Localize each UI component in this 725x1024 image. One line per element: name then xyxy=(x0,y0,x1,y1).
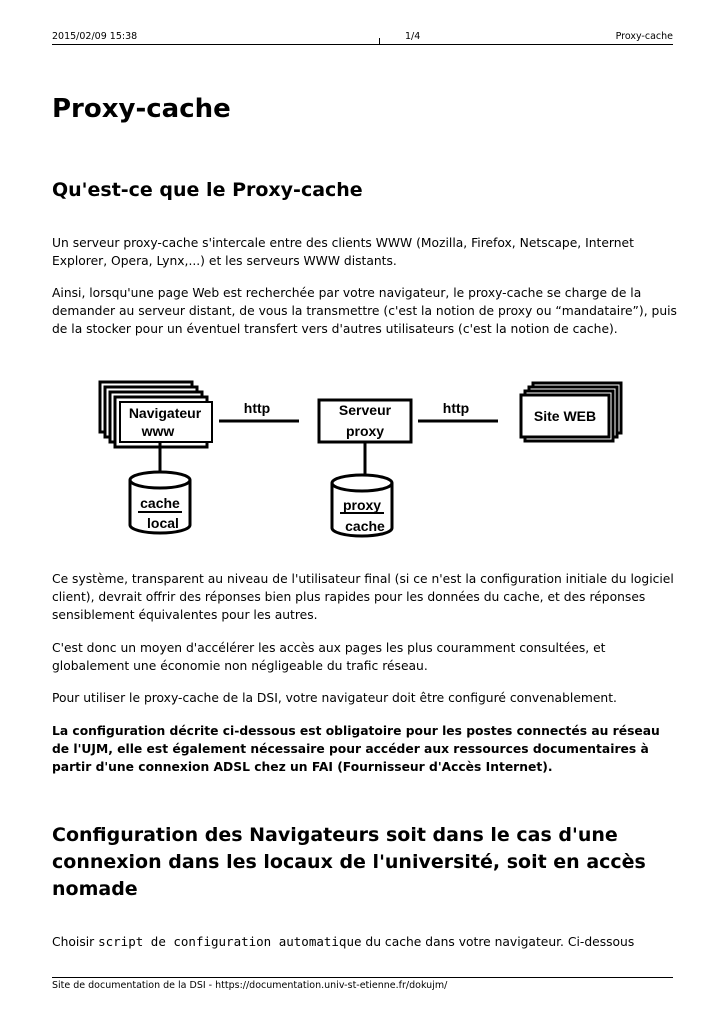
website-label: Site WEB xyxy=(533,408,597,424)
proxy-server-box xyxy=(319,400,411,442)
proxy-cache-label-2: cache xyxy=(345,518,385,534)
paragraph-benefit: C'est donc un moyen d'accélérer les accès aux pages les plus couramment consultées, et globalement une économie non négligeable du trafic réseau. xyxy=(52,641,606,673)
section-heading-what-is: Qu'est-ce que le Proxy-cache xyxy=(52,179,363,201)
header-datetime: 2015/02/09 15:38 xyxy=(52,31,138,42)
paragraph-choose-script xyxy=(52,933,677,951)
browser-box xyxy=(100,382,212,447)
proxy-cache-label-1: proxy xyxy=(342,497,382,513)
proxy-cache-cylinder xyxy=(332,475,392,536)
local-cache-label-1: cache xyxy=(140,495,180,511)
paragraph-transparent: Ce système, transparent au niveau de l'utilisateur final (si ce n'est la configuration initiale du logiciel client), devrait offrir des réponses bien plus rapides pour les données du cache, et des réponses sensiblement équivalentes pour les autres. xyxy=(52,572,674,622)
section-heading-configuration: Configuration des Navigateurs soit dans le cas d'une connexion dans les locaux de l'université, soit en accès nomade xyxy=(52,824,646,900)
paragraph-usage: Pour utiliser le proxy-cache de la DSI, votre navigateur doit être configuré convenablement. xyxy=(52,691,617,705)
choose-text-after: du cache dans votre navigateur. Ci-dessous xyxy=(361,935,635,949)
page-title: Proxy-cache xyxy=(52,94,231,124)
header-tick xyxy=(379,38,380,45)
local-cache-cylinder xyxy=(130,472,190,533)
page-header xyxy=(52,31,673,45)
inline-code-auto-config: script de configuration automatique xyxy=(98,934,362,949)
paragraph-how-it-works: Ainsi, lorsqu'une page Web est recherchée par votre navigateur, le proxy-cache se charge de la demander au serveur distant, de vous la transmettre (c'est la notion de proxy ou “mandataire”), puis de la stocker pour un éventuel transfert vers d'autres utilisateurs (c'est la notion de cache). xyxy=(52,286,677,336)
server-label-1: Serveur xyxy=(338,402,392,418)
proxy-diagram xyxy=(95,375,625,540)
browser-label-2: www xyxy=(141,423,175,439)
header-rule xyxy=(52,44,673,45)
local-cache-label-2: local xyxy=(147,515,179,531)
website-box xyxy=(521,383,621,441)
header-doc-title: Proxy-cache xyxy=(615,31,673,42)
link-label-2: http xyxy=(442,400,470,416)
footer-rule xyxy=(52,977,673,978)
choose-text-before: Choisir xyxy=(52,935,99,949)
header-page-number: 1/4 xyxy=(405,31,421,42)
paragraph-mandatory-note: La configuration décrite ci-dessous est obligatoire pour les postes connectés au réseau de l'UJM, elle est également nécessaire pour accéder aux ressources documentaires à partir d'une connexion ADSL chez un FAI (Fournisseur d'Accès Internet). xyxy=(52,724,660,774)
paragraph-intro: Un serveur proxy-cache s'intercale entre des clients WWW (Mozilla, Firefox, Netscape, Internet Explorer, Opera, Lynx,...) et les serveurs WWW distants. xyxy=(52,236,634,268)
link-label-1: http xyxy=(243,400,271,416)
server-label-2: proxy xyxy=(345,423,385,439)
browser-label-1: Navigateur xyxy=(128,405,202,421)
page-footer: Site de documentation de la DSI - https://documentation.univ-st-etienne.fr/dokujm/ xyxy=(52,980,448,991)
